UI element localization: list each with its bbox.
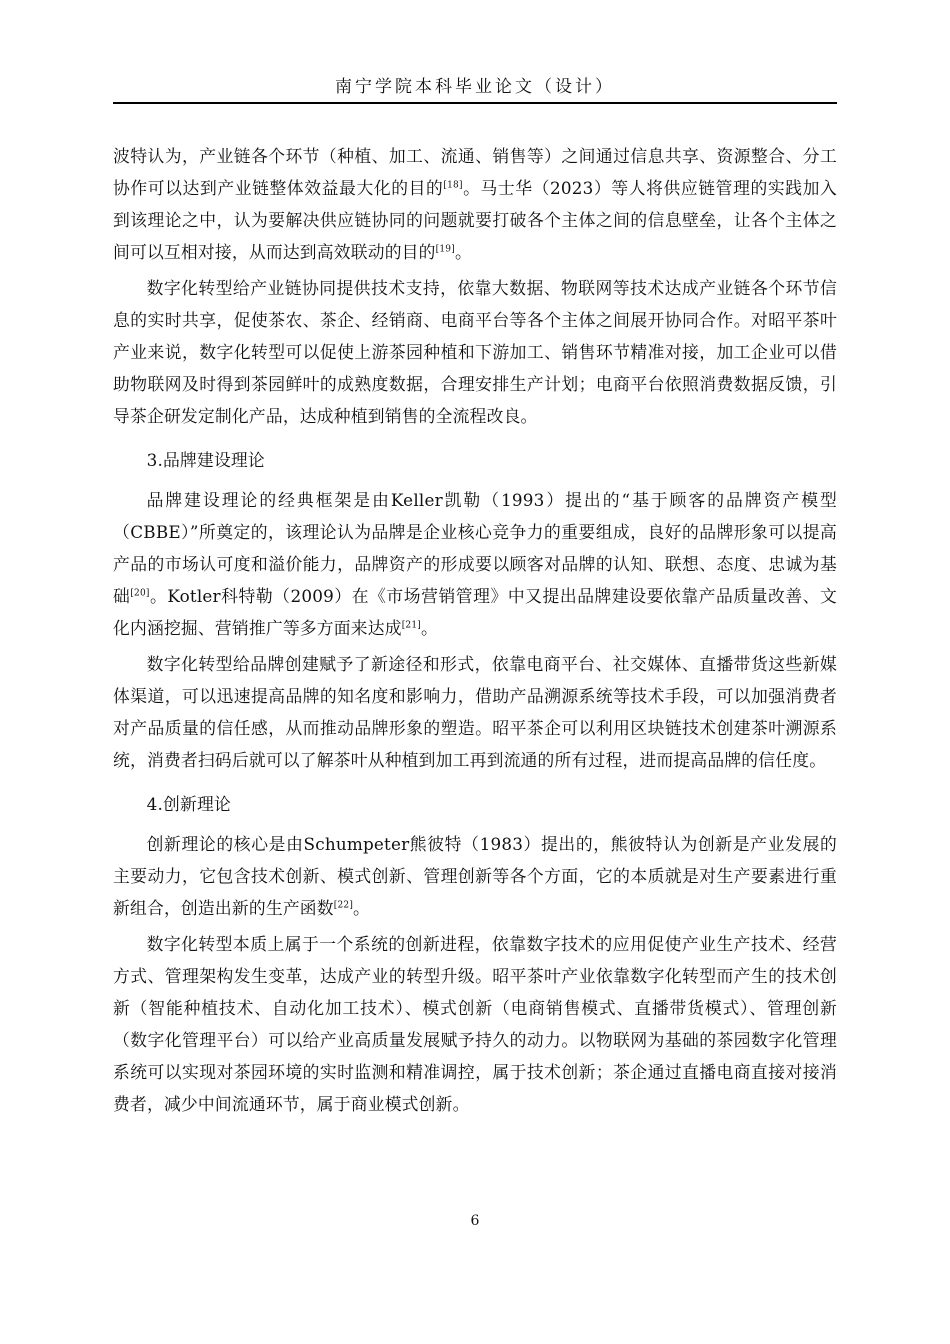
paragraph-5-text-a: 创新理论的核心是由Schumpeter熊彼特（1983）提出的，熊彼特认为创新是产业发展的主要动力，它包含技术创新、模式创新、管理创新等各个方面，它的本质就是对生产要素进行重新组合，创造出新的生产函数: [113, 834, 837, 918]
section-heading-brand-theory: 3.品牌建设理论: [146, 450, 265, 470]
paragraph-1-text-b: 。马士华（2023）等人将供应链管理的实践加入到该理论之中，认为要解决供应链协同的问题就要打破各个主体之间的信息壁垒，让各个主体之间可以互相对接，从而达到高效联动的目的: [113, 178, 837, 262]
citation-22: [22]: [333, 900, 354, 911]
citation-21: [21]: [401, 620, 421, 631]
paragraph-3: [113, 484, 837, 644]
paragraph-3-text-b: 。Kotler科特勒（2009）在《市场营销管理》中又提出品牌建设要依靠产品质量改善、文化内涵挖掘、营销推广等多方面来达成: [113, 586, 837, 638]
paragraph-6: 数字化转型本质上属于一个系统的创新进程，依靠数字技术的应用促使产业生产技术、经营方式、管理架构发生变革，达成产业的转型升级。昭平茶叶产业依靠数字化转型而产生的技术创新（智能种植技术、自动化加工技术）、模式创新（电商销售模式、直播带货模式）、管理创新（数字化管理平台）可以给产业高质量发展赋予持久的动力。以物联网为基础的茶园数字化管理系统可以实现对茶园环境的实时监测和精准调控，属于技术创新；茶企通过直播电商直接对接消费者，减少中间流通环节，属于商业模式创新。: [113, 934, 837, 1114]
section-heading-innovation-theory: 4.创新理论: [146, 794, 231, 814]
paragraph-5: [113, 828, 837, 924]
page-number: 6: [470, 1213, 480, 1229]
paragraph-2: 数字化转型给产业链协同提供技术支持，依靠大数据、物联网等技术达成产业链各个环节信息的实时共享，促使茶农、茶企、经销商、电商平台等各个主体之间展开协同合作。对昭平茶叶产业来说，数字化转型可以促使上游茶园种植和下游加工、销售环节精准对接，加工企业可以借助物联网及时得到茶园鲜叶的成熟度数据，合理安排生产计划；电商平台依照消费数据反馈，引导茶企研发定制化产品，达成种植到销售的全流程改良。: [113, 278, 837, 426]
citation-20: [20]: [130, 588, 150, 599]
citation-19: [19]: [435, 244, 455, 255]
body-text: [113, 140, 837, 1120]
paragraph-1: [113, 140, 837, 268]
paragraph-3-text-a: 品牌建设理论的经典框架是由Keller凯勒（1993）提出的“基于顾客的品牌资产模型（CBBE）”所奠定的，该理论认为品牌是企业核心竞争力的重要组成，良好的品牌形象可以提高产品的市场认可度和溢价能力，品牌资产的形成要以顾客对品牌的认知、联想、态度、忠诚为基础: [113, 490, 837, 606]
paragraph-1-text-c: 。: [454, 242, 472, 262]
header-rule: [113, 102, 837, 104]
paragraph-5-text-b: 。: [353, 898, 371, 918]
paragraph-4: 数字化转型给品牌创建赋予了新途径和形式，依靠电商平台、社交媒体、直播带货这些新媒体渠道，可以迅速提高品牌的知名度和影响力，借助产品溯源系统等技术手段，可以加强消费者对产品质量的信任感，从而推动品牌形象的塑造。昭平茶企可以利用区块链技术创建茶叶溯源系统，消费者扫码后就可以了解茶叶从种植到加工再到流通的所有过程，进而提高品牌的信任度。: [113, 654, 837, 770]
paragraph-1-text-a: 波特认为，产业链各个环节（种植、加工、流通、销售等）之间通过信息共享、资源整合、分工协作可以达到产业链整体效益最大化的目的: [113, 146, 837, 198]
running-header-title: 南宁学院本科毕业论文（设计）: [335, 77, 615, 97]
paragraph-3-text-c: 。: [420, 618, 438, 638]
citation-18: [18]: [443, 180, 463, 191]
